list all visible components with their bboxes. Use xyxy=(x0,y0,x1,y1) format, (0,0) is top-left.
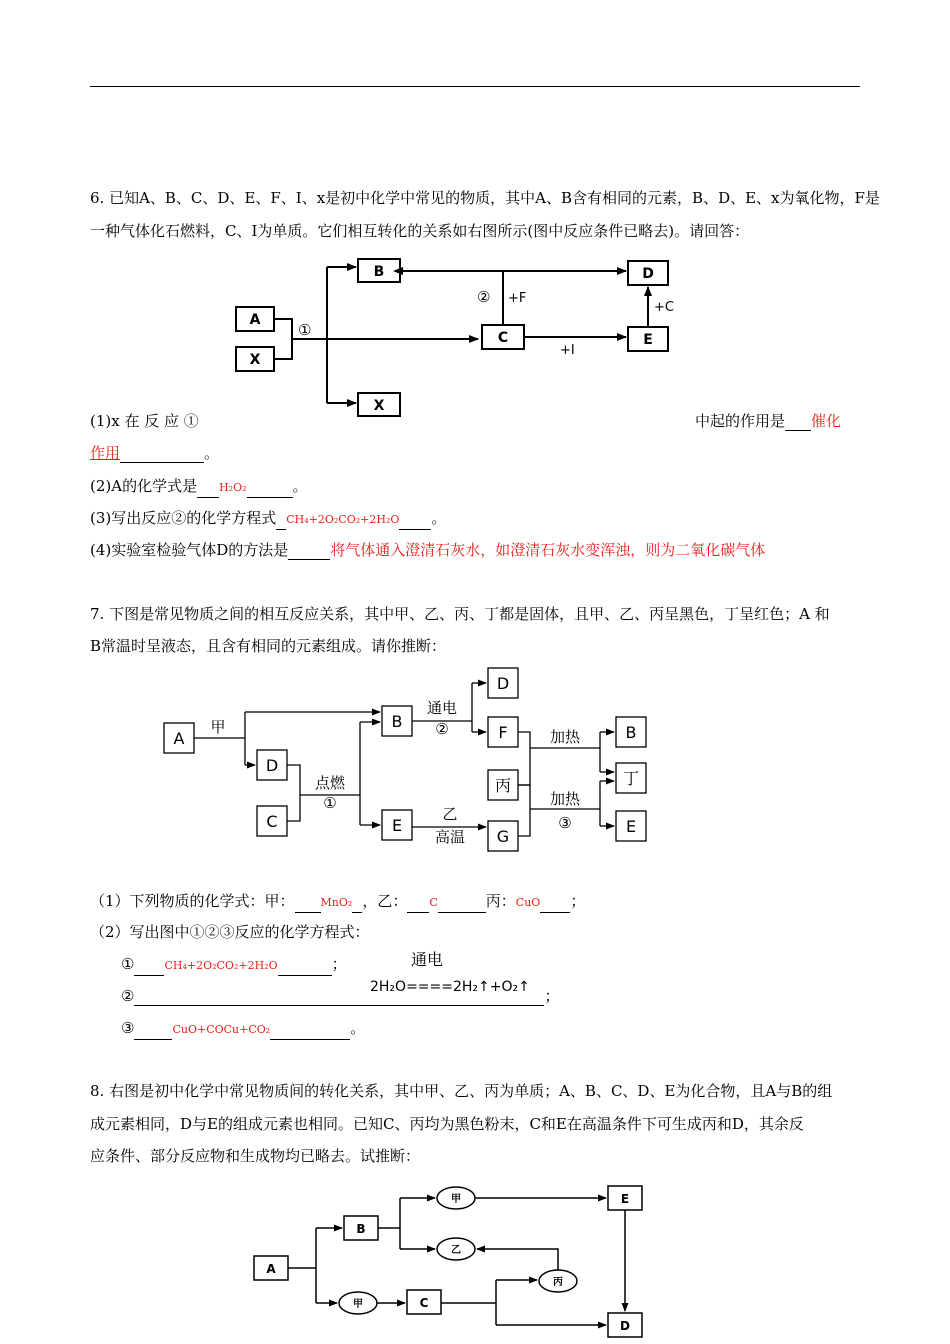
q7-node-c: C xyxy=(266,812,278,831)
q8-node-d: D xyxy=(620,1319,630,1333)
q7-node-ding: 丁 xyxy=(622,769,640,788)
q7-diagram xyxy=(160,664,660,849)
q8-node-yi: 乙 xyxy=(451,1245,461,1256)
q6-answer1-value-b: 作用 xyxy=(90,444,121,462)
q6-answer1-prefix: (1)x 在 反 应 ① xyxy=(90,412,199,430)
q7-reaction-1: ① xyxy=(323,794,337,812)
q7-equation-2-line: ② ； xyxy=(121,987,560,1005)
q7-node-e2: E xyxy=(625,817,637,836)
q7-label-gaowen: 高温 xyxy=(434,828,466,846)
q7-reaction-2: ② xyxy=(435,720,449,738)
q8-node-a: A xyxy=(266,1262,276,1276)
q7-equation-3-value: CuO+COCu+CO₂ xyxy=(172,1023,271,1036)
q7-node-f: F xyxy=(498,723,508,742)
q6-answer1-line: 中起的作用是 催化 xyxy=(695,412,842,430)
q7-equation-3: ③ CuO+COCu+CO₂ 。 xyxy=(121,1018,365,1040)
q7-equation-2: 2H₂O====2H₂↑+O₂↑ xyxy=(370,979,530,995)
q6-answer2: (2)A的化学式是 H₂O₂ 。 xyxy=(90,476,308,498)
q7-label-jia: 甲 xyxy=(210,718,226,736)
q8-node-jia-1: 甲 xyxy=(451,1194,461,1205)
q6-text-line2: 一种气体化石燃料，C、I为单质。它们相互转化的关系如右图所示(图中反应条件已略去)。请回答： xyxy=(90,222,750,240)
q8-node-e: E xyxy=(620,1192,630,1206)
header-rule xyxy=(90,86,860,87)
q8-node-bing: 丙 xyxy=(553,1277,563,1288)
q8-text-line3: 应条件、部分反应物和生成物均已略去。试推断： xyxy=(90,1147,421,1165)
q6-label-plus-c: +C xyxy=(654,300,674,315)
q7-node-b2: B xyxy=(625,723,637,742)
q7-node-a: A xyxy=(173,729,185,748)
q7-answer-jia: MnO₂ xyxy=(320,896,353,909)
q7-equation-1-value: CH₄+2O₂CO₂+2H₂O xyxy=(164,959,278,972)
q8-node-b: B xyxy=(356,1222,366,1236)
q7-reaction-3: ③ xyxy=(558,814,572,832)
q6-answer3-value: CH₄+2O₂CO₂+2H₂O xyxy=(286,513,400,526)
q6-reaction-1: ① xyxy=(298,321,312,339)
q7-node-g: G xyxy=(496,827,510,846)
q7-answer2-heading: （2）写出图中①②③反应的化学方程式： xyxy=(90,923,370,941)
q6-answer4: (4)实验室检验气体D的方法是 将气体通入澄清石灰水，如澄清石灰水变浑浊，则为二氧化碳气体 xyxy=(90,541,766,559)
q8-text-line1: 8. 右图是初中化学中常见物质间的转化关系，其中甲、乙、丙为单质；A、B、C、D、E为化合物，且A与B的组 xyxy=(90,1082,833,1100)
q6-node-e: E xyxy=(643,332,653,348)
q7-node-e: E xyxy=(391,816,403,835)
q7-label-tongdian: 通电 xyxy=(426,699,458,717)
q6-label-plus-f: +F xyxy=(508,291,527,306)
q6-answer4-value: 将气体通入澄清石灰水，如澄清石灰水变浑浊，则为二氧化碳气体 xyxy=(330,541,766,559)
q6-node-c: C xyxy=(497,330,509,346)
q7-node-b: B xyxy=(391,712,403,731)
q8-node-c: C xyxy=(419,1296,429,1310)
q7-text-line2: B常温时呈液态，且含有相同的元素组成。请你推断： xyxy=(90,637,447,655)
q6-answer2-value: H₂O₂ xyxy=(219,481,247,494)
q8-text-line2: 成元素相同，D与E的组成元素也相同。已知C、丙均为黑色粉末，C和E在高温条件下可生成丙和D，其余反 xyxy=(90,1115,804,1133)
q8-diagram xyxy=(250,1180,650,1340)
q7-node-bing: 丙 xyxy=(494,776,512,795)
q6-node-b: B xyxy=(373,264,385,280)
q6-answer3: (3)写出反应②的化学方程式 CH₄+2O₂CO₂+2H₂O 。 xyxy=(90,508,446,530)
q6-text-line1: 6. 已知A、B、C、D、E、F、I、x是初中化学中常见的物质，其中A、B含有相同的元素，B、D、E、x为氧化物，F是 xyxy=(90,189,880,207)
q6-node-d: D xyxy=(642,266,654,282)
q6-node-x2: X xyxy=(373,398,385,414)
q7-equation-2-condition: 通电 xyxy=(411,950,444,969)
q7-equation-1: ① CH₄+2O₂CO₂+2H₂O ； xyxy=(121,954,347,976)
q6-reaction-2: ② xyxy=(477,288,491,306)
q7-label-yi: 乙 xyxy=(442,805,458,823)
q7-label-dianran: 点燃 xyxy=(314,774,346,792)
q7-node-d: D xyxy=(265,756,279,775)
q7-label-jiare-1: 加热 xyxy=(549,728,581,746)
q6-diagram xyxy=(230,255,690,420)
q6-answer1-cont: 作用 。 xyxy=(90,444,220,462)
q6-node-x: X xyxy=(249,352,261,368)
q7-answer-yi: C xyxy=(429,896,438,909)
q8-node-jia-2: 甲 xyxy=(353,1299,363,1310)
q6-label-plus-i: +I xyxy=(560,343,575,358)
q6-answer1-value-a: 催化 xyxy=(811,412,842,430)
q6-node-a: A xyxy=(249,312,261,328)
q7-text-line1: 7. 下图是常见物质之间的相互反应关系，其中甲、乙、丙、丁都是固体，且甲、乙、丙呈黑色，丁呈红色；A 和 xyxy=(90,605,830,623)
q7-node-d2: D xyxy=(496,674,510,693)
q7-answer1: （1）下列物质的化学式：甲： MnO₂ ，乙： C 丙：CuO ； xyxy=(90,891,585,913)
q7-label-jiare-2: 加热 xyxy=(549,790,581,808)
q7-answer-bing: CuO xyxy=(515,896,541,909)
